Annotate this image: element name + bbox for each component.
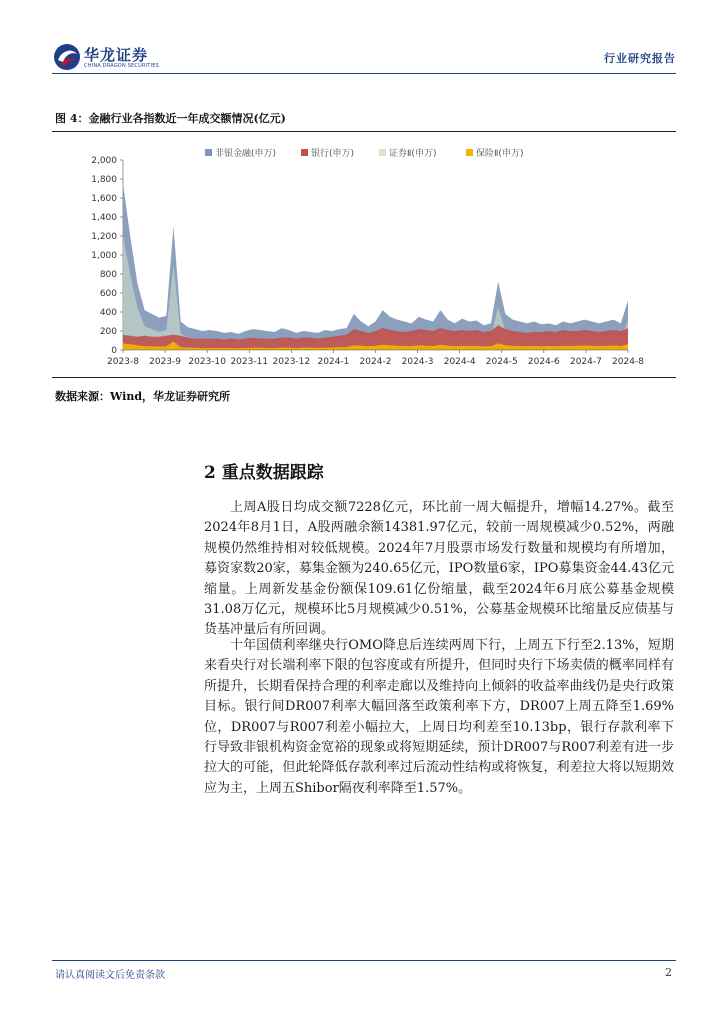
x-tick-label: 2023-10 [188,357,226,367]
y-tick-label: 600 [99,289,117,299]
x-tick-label: 2024-3 [401,357,434,367]
header-divider [52,73,676,74]
y-tick-label: 1,000 [91,251,117,261]
x-tick-label: 2023-9 [149,357,182,367]
figure-bottom-rule [52,377,676,378]
chart-areas [123,184,628,350]
y-tick-label: 2,000 [91,156,117,166]
y-tick-label: 1,400 [91,213,117,223]
y-tick-label: 1,800 [91,175,117,185]
company-logo [52,42,162,72]
turnover-area-chart [60,140,670,372]
x-tick-label: 2024-1 [317,357,350,367]
y-tick-label: 0 [111,346,117,356]
legend-label: 证券Ⅱ(申万) [389,149,437,159]
figure-title: 图 4：金融行业各指数近一年成交额情况(亿元) [55,112,286,125]
x-tick-label: 2023-12 [272,357,311,367]
x-tick-label: 2024-4 [443,357,476,367]
page-header [52,40,676,74]
page-number: 2 [665,966,672,979]
paragraph-market-data: 上周A股日均成交额7228亿元，环比前一周大幅提升，增幅14.27%。截至2024年8月1日，A股两融余额14381.97亿元，较前一周规模减少0.52%，两融规模仍然维持相对较低规模。2024年7月股票市场发行数量和规模均有所增加，募资家数20家，募集金额为240.65亿元，IPO数量6家，IPO募集资金44.43亿元缩量。上周新发基金份额保109.61亿份缩量，截至2024年6月底公募基金规模31.08万亿元，规模环比5月规模减少0.51%，公募基金规模环比缩量反应债基与货基冲量后有所回调。 [204,500,674,638]
legend-swatch [379,149,386,156]
y-tick-label: 800 [99,270,117,280]
legend-label: 非银金融(申万) [215,149,277,159]
legend-label: 保险Ⅱ(申万) [476,149,524,159]
legend-swatch [205,149,212,156]
x-tick-label: 2024-7 [569,357,602,367]
x-tick-label: 2024-6 [527,357,560,367]
paragraph-interest-rates: 十年国债利率继央行OMO降息后连续两周下行，上周五下行至2.13%，短期来看央行对长端利率下限的包容度或有所提升，但同时央行下场卖债的概率同样有所提升，长期看保持合理的利率走廊以及维持向上倾斜的收益率曲线仍是央行政策目标。银行间DR007利率大幅回落至政策利率下方，DR007上周五降至1.69%位，DR007与R007利差小幅拉大，上周日均利差至10.13bp，银行存款利率下行导致非银机构资金宽裕的现象或将短期延续，预计DR007与R007利差有进一步拉大的可能，但此轮降低存款利率过后流动性结构或将恢复，利差拉大将以短期效应为主，上周五Shibor隔夜利率降至1.57%。 [204,638,674,796]
y-tick-label: 1,200 [91,232,117,242]
chart-x-axis [107,350,644,367]
figure-top-rule [52,131,676,132]
y-tick-label: 200 [99,327,117,337]
x-tick-label: 2024-5 [485,357,518,367]
chart-legend [205,147,523,159]
legend-swatch [301,149,308,156]
x-tick-label: 2023-8 [107,357,139,367]
logo-english-name: CHINA DRAGON SECURITIES [84,63,159,69]
chart-y-axis [91,156,123,356]
report-type-label: 行业研究报告 [604,52,676,65]
x-tick-label: 2023-11 [230,357,269,367]
area-series-0 [123,184,628,350]
y-tick-label: 400 [99,308,117,318]
y-tick-label: 1,600 [91,194,117,204]
x-tick-label: 2024-2 [359,357,392,367]
section-title: 2 重点数据跟踪 [204,463,324,483]
legend-label: 银行(申万) [311,149,355,159]
footer-disclaimer: 请认真阅读文后免责条款 [55,970,165,981]
logo-chinese-name: 华龙证券 [84,46,149,64]
logo-emblem-icon [52,42,82,72]
figure-source: 数据来源：Wind，华龙证券研究所 [55,390,231,403]
legend-swatch [466,149,473,156]
footer-divider [52,960,676,961]
x-tick-label: 2024-8 [612,357,644,367]
